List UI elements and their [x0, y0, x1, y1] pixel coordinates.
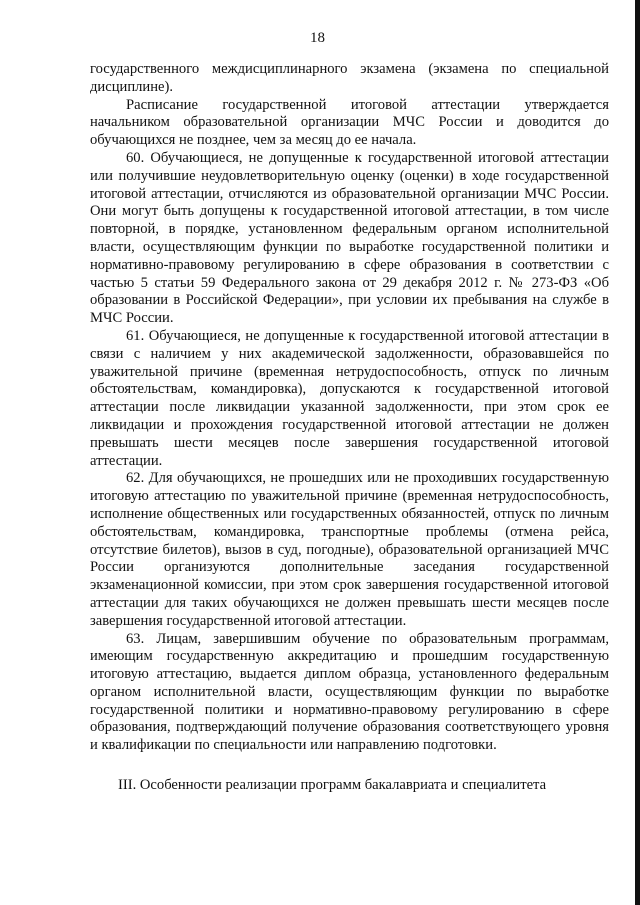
paragraph-61: 61. Обучающиеся, не допущенные к государственной итоговой аттестации в связи с наличием у них академической задолженности, образовавшейся по уважительной причине (временная нетрудоспособность, отпуск по личным обстоятельствам, командировка), допускаются к государственной итоговой аттестации после ликвидации указанной задолженности, при этом срок ее ликвидации и прохождения государственной итоговой аттестации не должен превышать шести месяцев после завершения государственной итоговой аттестации. [90, 327, 609, 469]
document-body [90, 61, 609, 795]
paragraph-schedule: Расписание государственной итоговой аттестации утверждается начальником образовательной организации МЧС России и доводится до обучающихся не позднее, чем за месяц до ее начала. [90, 96, 609, 149]
paragraph-62: 62. Для обучающихся, не прошедших или не проходивших государственную итоговую аттестацию по уважительной причине (временная нетрудоспособность, исполнение общественных или государственных обязанностей, отпуск по личным обстоятельствам, командировка, транспортные проблемы (отмена рейса, отсутствие билетов), вызов в суд, погодные), образовательной организацией МЧС России организуются дополнительные заседания государственной экзаменационной комиссии, при этом срок завершения государственной итоговой аттестации для таких обучающихся не должен превышать шести месяцев после завершения государственной итоговой аттестации. [90, 470, 609, 629]
paragraph-63: 63. Лицам, завершившим обучение по образовательным программам, имеющим государственную аккредитацию и прошедшим государственную итоговую аттестацию, выдается диплом образца, установленного федеральным органом исполнительной власти, осуществляющим функции по выработке государственной политики и нормативно-правовому регулированию в сфере образования, подтверждающий получение образования соответствующего уровня и квалификации по специальности или направлению подготовки. [90, 630, 609, 754]
paragraph-continuation: государственного междисциплинарного экзамена (экзамена по специальной дисциплине). [90, 61, 609, 95]
page-number: 18 [310, 30, 325, 46]
section-heading: III. Особенности реализации программ бакалавриата и специалитета [118, 777, 547, 794]
paragraph-60: 60. Обучающиеся, не допущенные к государственной итоговой аттестации или получившие неудовлетворительную оценку (оценки) в ходе государственной итоговой аттестации, отчисляются из образовательной организации МЧС России. Они могут быть допущены к государственной итоговой аттестации, в том числе повторной, в порядке, установленном федеральным органом исполнительной власти, осуществляющим функции по выработке государственной политики и нормативно-правовому регулированию в сфере образования в соответствии с частью 5 статьи 59 Федерального закона от 29 декабря 2012 г. № 273-ФЗ «Об образовании в Российской Федерации», при условии их пребывания на службе в МЧС России. [90, 149, 609, 327]
